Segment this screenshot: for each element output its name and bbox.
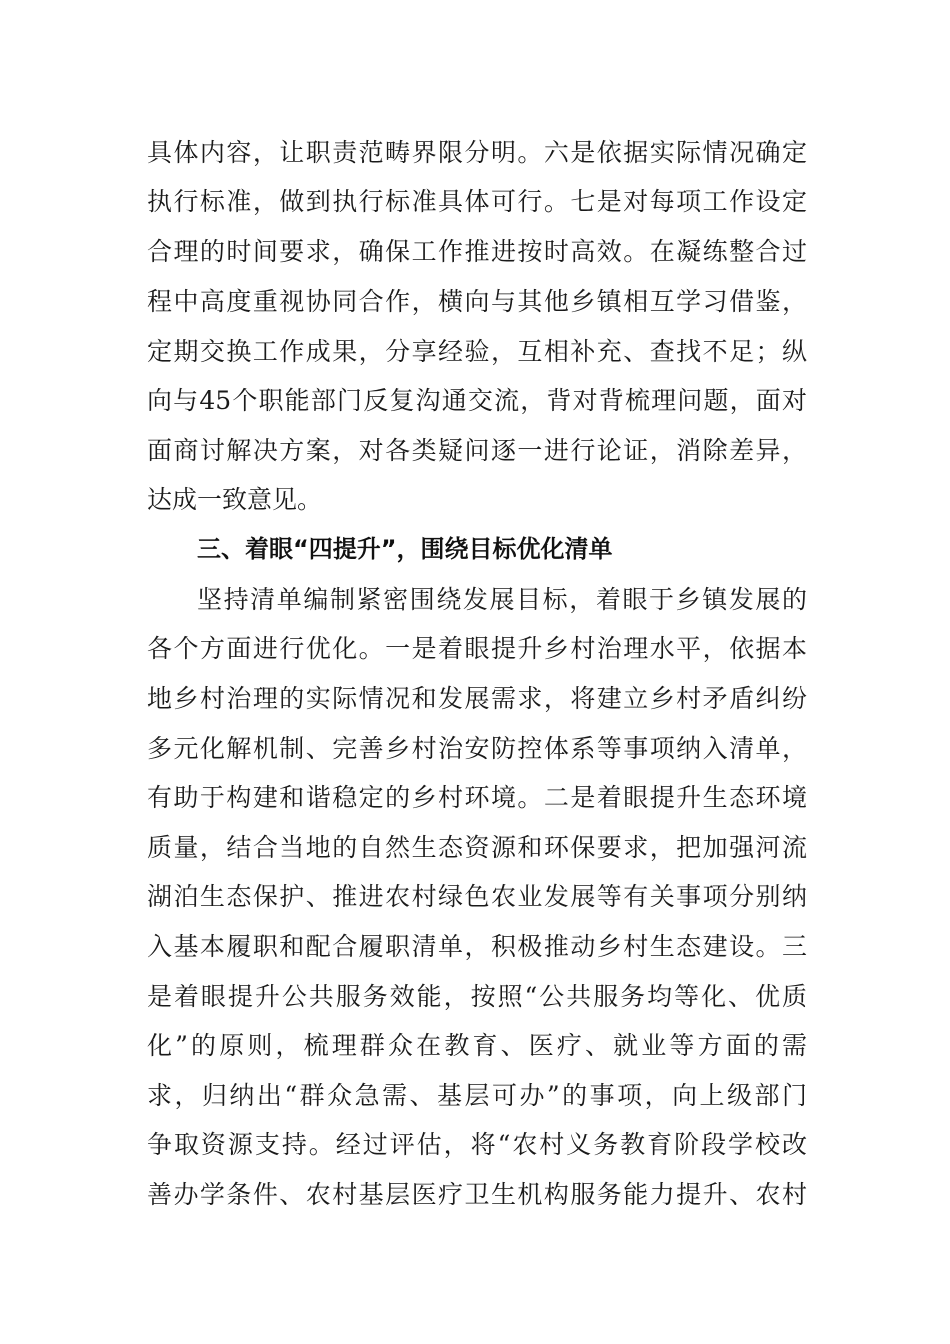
- body-text-line: 质量，结合当地的自然生态资源和环保要求，把加强河流: [147, 833, 807, 862]
- body-text-line: 地乡村治理的实际情况和发展需求，将建立乡村矛盾纠纷: [147, 684, 807, 713]
- body-text-line: 争取资源支持。经过评估，将“农村义务教育阶段学校改: [147, 1130, 807, 1159]
- body-text-line: 各个方面进行优化。一是着眼提升乡村治理水平，依据本: [147, 634, 807, 663]
- body-text-line: 程中高度重视协同合作，横向与其他乡镇相互学习借鉴，: [147, 287, 807, 316]
- body-text-line: 向与45个职能部门反复沟通交流，背对背梳理问题，面对: [147, 386, 807, 415]
- body-text-line: 求，归纳出“群众急需、基层可办”的事项，向上级部门: [147, 1081, 807, 1110]
- body-text-line: 善办学条件、农村基层医疗卫生机构服务能力提升、农村: [147, 1180, 807, 1209]
- body-text-line: 湖泊生态保护、推进农村绿色农业发展等有关事项分别纳: [147, 882, 807, 911]
- body-text-line: 坚持清单编制紧密围绕发展目标，着眼于乡镇发展的: [197, 585, 807, 614]
- body-text-line: 有助于构建和谐稳定的乡村环境。二是着眼提升生态环境: [147, 783, 807, 812]
- body-text-line: 达成一致意见。: [147, 485, 323, 514]
- section-heading: 三、着眼“四提升”，围绕目标优化清单: [197, 535, 613, 563]
- body-text-line: 合理的时间要求，确保工作推进按时高效。在凝练整合过: [147, 237, 807, 266]
- body-text-line: 化”的原则，梳理群众在教育、医疗、就业等方面的需: [147, 1031, 807, 1060]
- body-text-line: 多元化解机制、完善乡村治安防控体系等事项纳入清单，: [147, 734, 807, 763]
- body-text-line: 执行标准，做到执行标准具体可行。七是对每项工作设定: [147, 187, 807, 216]
- body-text-line: 入基本履职和配合履职清单，积极推动乡村生态建设。三: [147, 932, 807, 961]
- body-text-line: 是着眼提升公共服务效能，按照“公共服务均等化、优质: [147, 982, 807, 1011]
- body-text-line: 具体内容，让职责范畴界限分明。六是依据实际情况确定: [147, 138, 807, 167]
- body-text-line: 面商讨解决方案，对各类疑问逐一进行论证，消除差异，: [147, 436, 807, 465]
- body-text-line: 定期交换工作成果，分享经验，互相补充、查找不足；纵: [147, 337, 807, 366]
